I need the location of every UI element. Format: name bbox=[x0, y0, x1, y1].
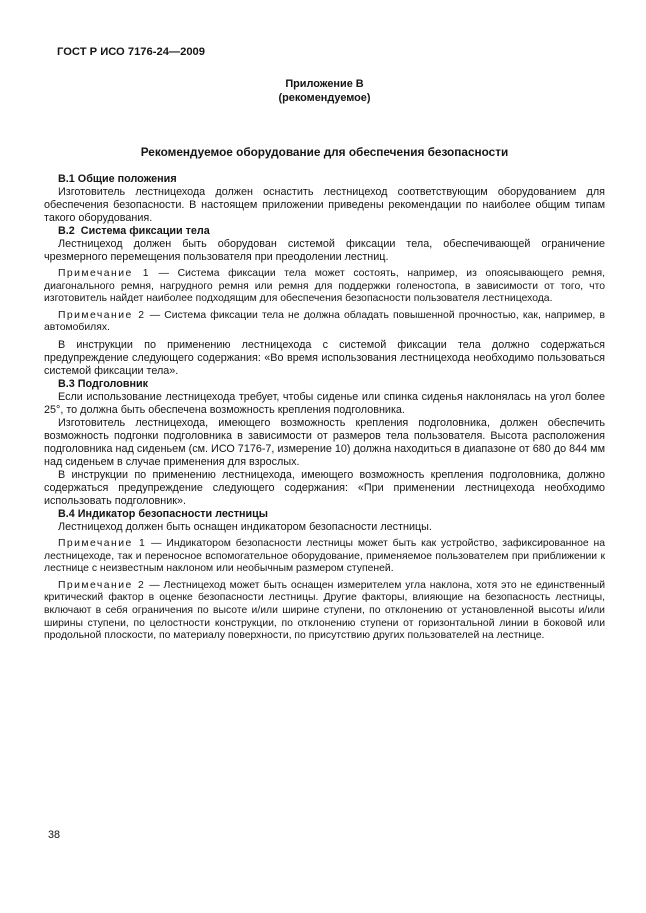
section-b2-heading: В.2 Система фиксации тела bbox=[58, 225, 210, 237]
page-content bbox=[44, 77, 605, 647]
section-b3-paragraph-2: Изготовитель лестницехода, имеющего возможность крепления подголовника, должен обеспечить возможность подгонки подголовника в зависимости от размеров тела пользователя. Высота расположения подголовника над сиденьем (см. ИСО 7176-7, измерение 10) должна находиться в диапазоне от 680 до 844 мм над сиденьем в случае применения для взрослых. bbox=[44, 416, 605, 468]
note-label: Примечание 2 bbox=[58, 579, 146, 591]
note-label: Примечание 1 bbox=[58, 268, 151, 279]
section-b2-note-1 bbox=[44, 268, 605, 306]
section-b4-note-2 bbox=[44, 580, 605, 643]
section-b2 bbox=[44, 225, 605, 378]
section-b4-heading: В.4 Индикатор безопасности лестницы bbox=[58, 507, 269, 520]
section-b4 bbox=[44, 508, 605, 643]
note-text: — Система фиксации тела не должна обладать повышенной прочностью, как, например, в автомобилях. bbox=[44, 309, 605, 334]
section-b2-note-2 bbox=[44, 310, 605, 335]
note-text: — Система фиксации тела может состоять, например, из опоясывающего ремня, диагонального ремня, нагрудного ремня или ремня для поддержки голеностопа, в зависимости от того, что изготовитель найдет наиболее подходящим для обеспечения безопасности пользователя лестницехода. bbox=[44, 268, 606, 305]
note-label: Примечание 1 bbox=[58, 537, 147, 549]
running-header: ГОСТ Р ИСО 7176-24—2009 bbox=[57, 46, 205, 58]
section-b1 bbox=[44, 173, 605, 225]
section-b3-paragraph-3: В инструкции по применению лестницехода, имеющего возможность крепления подголовника, должно содержаться предупреждение следующего содержания: «При применении лестницехода необходимо использовать подголовник». bbox=[44, 468, 605, 507]
section-b3 bbox=[44, 378, 605, 508]
note-text: — Лестницеход может быть оснащен измерителем угла наклона, хотя это не единственный критический фактор в оценке безопасности лестницы. Другие факторы, влияющие на безопасность лестницы, включают в себя ограничения по высоте и/или ширине ступени, по отклонению от установленной высоты и/или ширины ступени, по целостности конструкции, по отклонению ступени от горизонтальной линии в боковой или продольной плоскости, по материалу поверхности, по присутствию других пользователей на лестнице. bbox=[44, 579, 606, 642]
document-title: Рекомендуемое оборудование для обеспечения безопасности bbox=[140, 145, 509, 159]
section-b1-heading: В.1 Общие положения bbox=[58, 173, 177, 185]
section-b3-heading: В.3 Подголовник bbox=[58, 377, 149, 390]
page-number: 38 bbox=[48, 829, 61, 841]
annex-label: Приложение В bbox=[285, 78, 364, 90]
section-b2-paragraph-2: В инструкции по применению лестницехода с системой фиксации тела должно содержаться предупреждение следующего содержания: «Во время использования лестницехода необходимо пользоваться системой фиксации тела». bbox=[44, 338, 605, 377]
note-label: Примечание 2 bbox=[58, 309, 146, 321]
section-b4-note-1 bbox=[44, 538, 605, 576]
annex-block bbox=[44, 77, 605, 105]
note-text: — Индикатором безопасности лестницы может быть как устройство, зафиксированное на лестницеходе, так и переносное вспомогательное оборудование, применяемое пользователем при приближении к лестнице с неизвестным наклоном или необычным размером ступеней. bbox=[44, 537, 606, 575]
annex-kind: (рекомендуемое) bbox=[278, 92, 371, 104]
section-b1-paragraph-1: Изготовитель лестницехода должен оснастить лестницеход соответствующим оборудованием для обеспечения безопасности. В настоящем приложении приведены рекомендации по наиболее общим типам такого оборудования. bbox=[44, 186, 605, 224]
section-b4-paragraph-1: Лестницеход должен быть оснащен индикатором безопасности лестницы. bbox=[58, 520, 432, 533]
section-b2-paragraph-1: Лестницеход должен быть оборудован системой фиксации тела, обеспечивающей ограничение чрезмерного перемещения пользователя при преодолении лестниц. bbox=[44, 238, 605, 263]
section-b3-paragraph-1: Если использование лестницехода требует, чтобы сиденье или спинка сиденья наклонялась на угол более 25°, то должна быть обеспечена возможность крепления подголовника. bbox=[44, 390, 605, 416]
